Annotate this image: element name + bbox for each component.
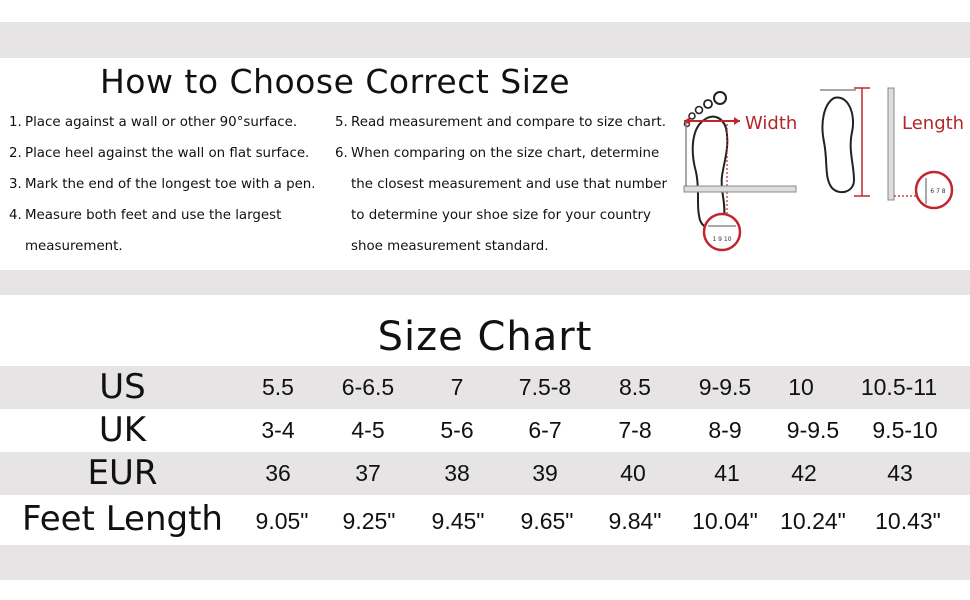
foot-outline-icon [693, 117, 728, 229]
step-text: When comparing on the size chart, determine [351, 146, 660, 161]
size-cell: 37 [355, 460, 381, 486]
size-cell: 10.04" [692, 508, 758, 534]
row-label: EUR [87, 453, 158, 493]
size-cell: 9.5-10 [872, 417, 938, 443]
step-3 [9, 177, 316, 192]
size-cell: 7 [450, 374, 464, 400]
size-cell: 9-9.5 [786, 417, 840, 443]
ruler-marks-width: 1 9 10 [712, 236, 732, 243]
step-6 [335, 146, 659, 161]
size-cell: 4-5 [351, 417, 385, 443]
step-text: Place heel against the wall on flat surface. [25, 146, 310, 161]
bottom-band [0, 545, 970, 580]
size-cell: 3-4 [261, 417, 295, 443]
step-2 [9, 146, 309, 161]
size-chart-title: Size Chart [377, 314, 593, 360]
size-cell: 9.05" [255, 508, 309, 534]
ruler-marks-length: 6 7 8 [930, 188, 946, 195]
size-cell: 7-8 [618, 417, 652, 443]
step-6-continuation-2: to determine your shoe size for your country [351, 208, 651, 223]
size-cell: 38 [444, 460, 470, 486]
size-cell: 43 [887, 460, 913, 486]
size-cell: 42 [791, 460, 817, 486]
step-number: 1. [9, 115, 22, 130]
step-4 [9, 208, 281, 223]
size-cell: 10 [788, 374, 814, 400]
page-title: How to Choose Correct Size [99, 62, 571, 101]
step-number: 3. [9, 177, 22, 192]
step-5 [335, 115, 666, 130]
width-label: Width [745, 113, 798, 134]
size-cell: 9.65" [520, 508, 574, 534]
size-cell: 9.84" [608, 508, 662, 534]
step-text: Place against a wall or other 90°surface. [25, 115, 298, 130]
step-number: 5. [335, 115, 348, 130]
size-cell: 9.45" [431, 508, 485, 534]
step-6-continuation-3: shoe measurement standard. [351, 239, 549, 254]
size-cell: 8.5 [619, 374, 651, 400]
size-row-eur [0, 452, 970, 495]
step-6-continuation-1: the closest measurement and use that number [351, 177, 668, 192]
size-cell: 6-6.5 [341, 374, 395, 400]
step-number: 2. [9, 146, 22, 161]
size-cell: 10.5-11 [860, 374, 938, 400]
step-text: Mark the end of the longest toe with a pen. [25, 177, 316, 192]
size-row-uk [0, 409, 970, 452]
size-cell: 9-9.5 [698, 374, 752, 400]
size-cell: 7.5-8 [518, 374, 572, 400]
step-number: 4. [9, 208, 22, 223]
top-band [0, 22, 970, 58]
size-row-feet-length [0, 496, 970, 542]
foot-width-diagram [678, 80, 813, 260]
size-cell: 39 [532, 460, 558, 486]
size-cell: 9.25" [342, 508, 396, 534]
size-cell: 40 [620, 460, 646, 486]
length-label: Length [902, 113, 965, 134]
step-number: 6. [335, 146, 348, 161]
middle-band [0, 270, 970, 295]
row-label: Feet Length [22, 499, 223, 539]
size-cell: 8-9 [708, 417, 742, 443]
size-cell: 5-6 [440, 417, 474, 443]
size-cell: 10.43" [875, 508, 941, 534]
size-cell: 36 [265, 460, 291, 486]
size-row-us [0, 366, 970, 409]
foot-outline-icon [822, 97, 854, 192]
foot-length-diagram [810, 84, 970, 214]
step-4-continuation: measurement. [25, 239, 123, 254]
row-label: US [99, 367, 146, 407]
step-1 [9, 115, 297, 130]
size-cell: 6-7 [528, 417, 562, 443]
size-cell: 41 [714, 460, 740, 486]
row-label: UK [98, 410, 147, 450]
step-text: Read measurement and compare to size chart. [351, 115, 667, 130]
step-text: Measure both feet and use the largest [25, 208, 282, 223]
size-cell: 5.5 [262, 374, 294, 400]
size-cell: 10.24" [780, 508, 846, 534]
